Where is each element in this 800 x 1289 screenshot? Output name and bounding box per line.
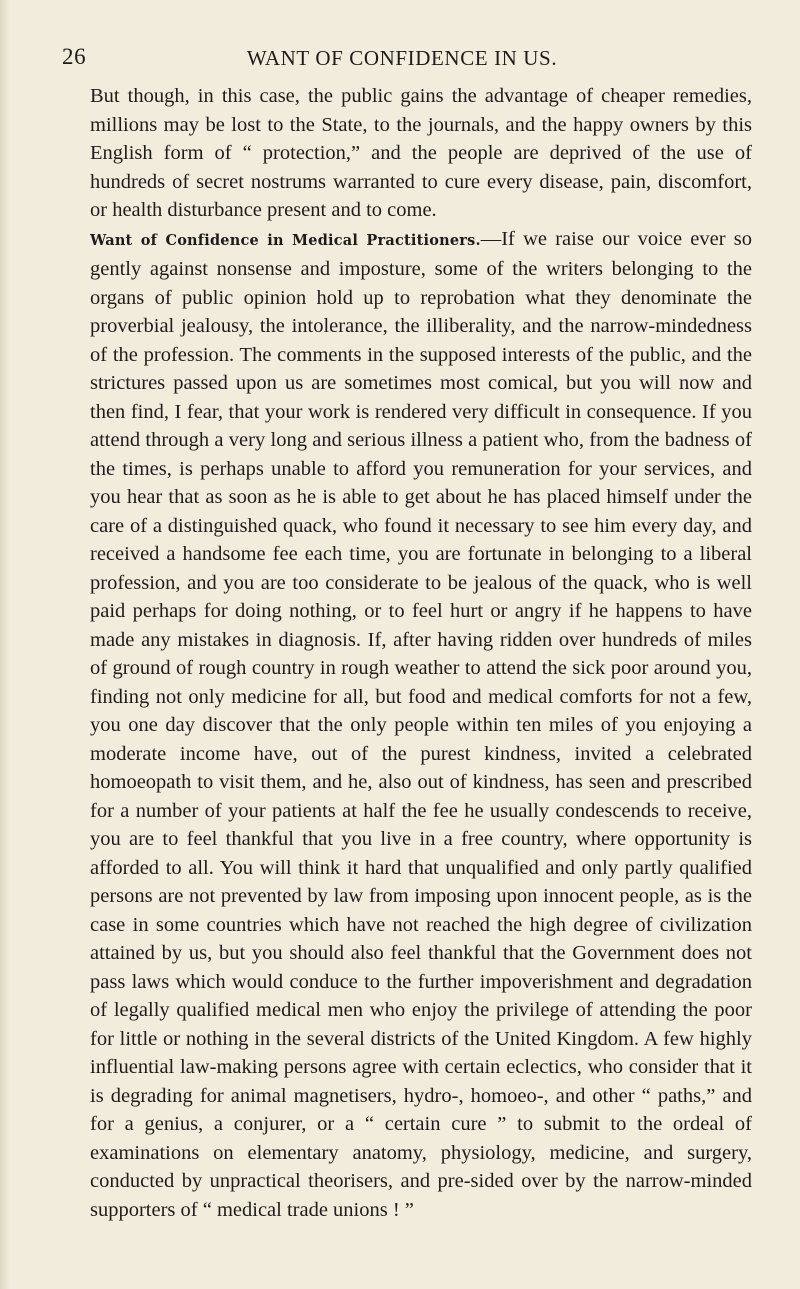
paragraph-2 [90, 225, 752, 1225]
body-text [90, 82, 752, 1224]
running-title: WANT OF CONFIDENCE IN US. [246, 46, 558, 70]
section-sidehead: Want of Confidence in Medical Practitioners. [90, 231, 481, 249]
paragraph-2-body: —If we raise our voice ever so gently against nonsense and imposture, some of the writers belonging to the organs of public opinion hold up to reprobation what they denominate the proverbial jealousy, the intolerance, the illiberality, and the narrow-mindedness of the profession. The comments in the supposed interests of the public, and the strictures passed upon us are sometimes most comical, but you will now and then find, I fear, that your work is rendered very difficult in consequence. If you attend through a very long and serious illness a patient who, from the badness of the times, is perhaps unable to afford you remuneration for your services, and you hear that as soon as he is able to get about he has placed himself under the care of a distinguished quack, who found it necessary to see him every day, and received a handsome fee each time, you are fortunate in belonging to a liberal profession, and you are too considerate to be jealous of the quack, who is well paid perhaps for doing nothing, or to feel hurt or angry if he happens to have made any mistakes in diagnosis. If, after having ridden over hundreds of miles of ground of rough country in rough weather to attend the sick poor around you, finding not only medicine for all, but food and medical comforts for not a few, you one day discover that the only people within ten miles of you enjoying a moderate income have, out of the purest kindness, invited a celebrated homoeopath to visit them, and he, also out of kindness, has seen and prescribed for a number of your patients at half the fee he usually condescends to receive, you are to feel thankful that you live in a free country, where opportunity is afforded to all. You will think it hard that unqualified and only partly qualified persons are not prevented by law from imposing upon innocent people, as is the case in some countries which have not reached the high degree of civilization attained by us, but you should also feel thankful that the Government does not pass laws which would conduce to the further impoverishment and degradation of legally qualified medical men who enjoy the privilege of attending the poor for little or nothing in the several districts of the United Kingdom. A few highly influential law-making persons agree with certain eclectics, who consider that it is degrading for animal magnetisers, hydro-, homoeo-, and other “ paths,” and for a genius, a conjurer, or a “ certain cure ” to submit to the ordeal of examinations on elementary anatomy, physiology, medicine, and surgery, conducted by unpractical theorisers, and pre-sided over by the narrow-minded supporters of “ medical trade unions ! ” [90, 227, 752, 1221]
page-number: 26 [62, 44, 87, 69]
paragraph-1: But though, in this case, the public gains the advantage of cheaper remedies, millions may be lost to the State, to the journals, and the happy owners by this English form of “ protection,” and the people are deprived of the use of hundreds of secret nostrums warranted to cure every disease, pain, discomfort, or health disturbance present and to come. [90, 85, 752, 221]
page-edge-shadow [0, 0, 10, 1289]
page-header [62, 44, 742, 78]
